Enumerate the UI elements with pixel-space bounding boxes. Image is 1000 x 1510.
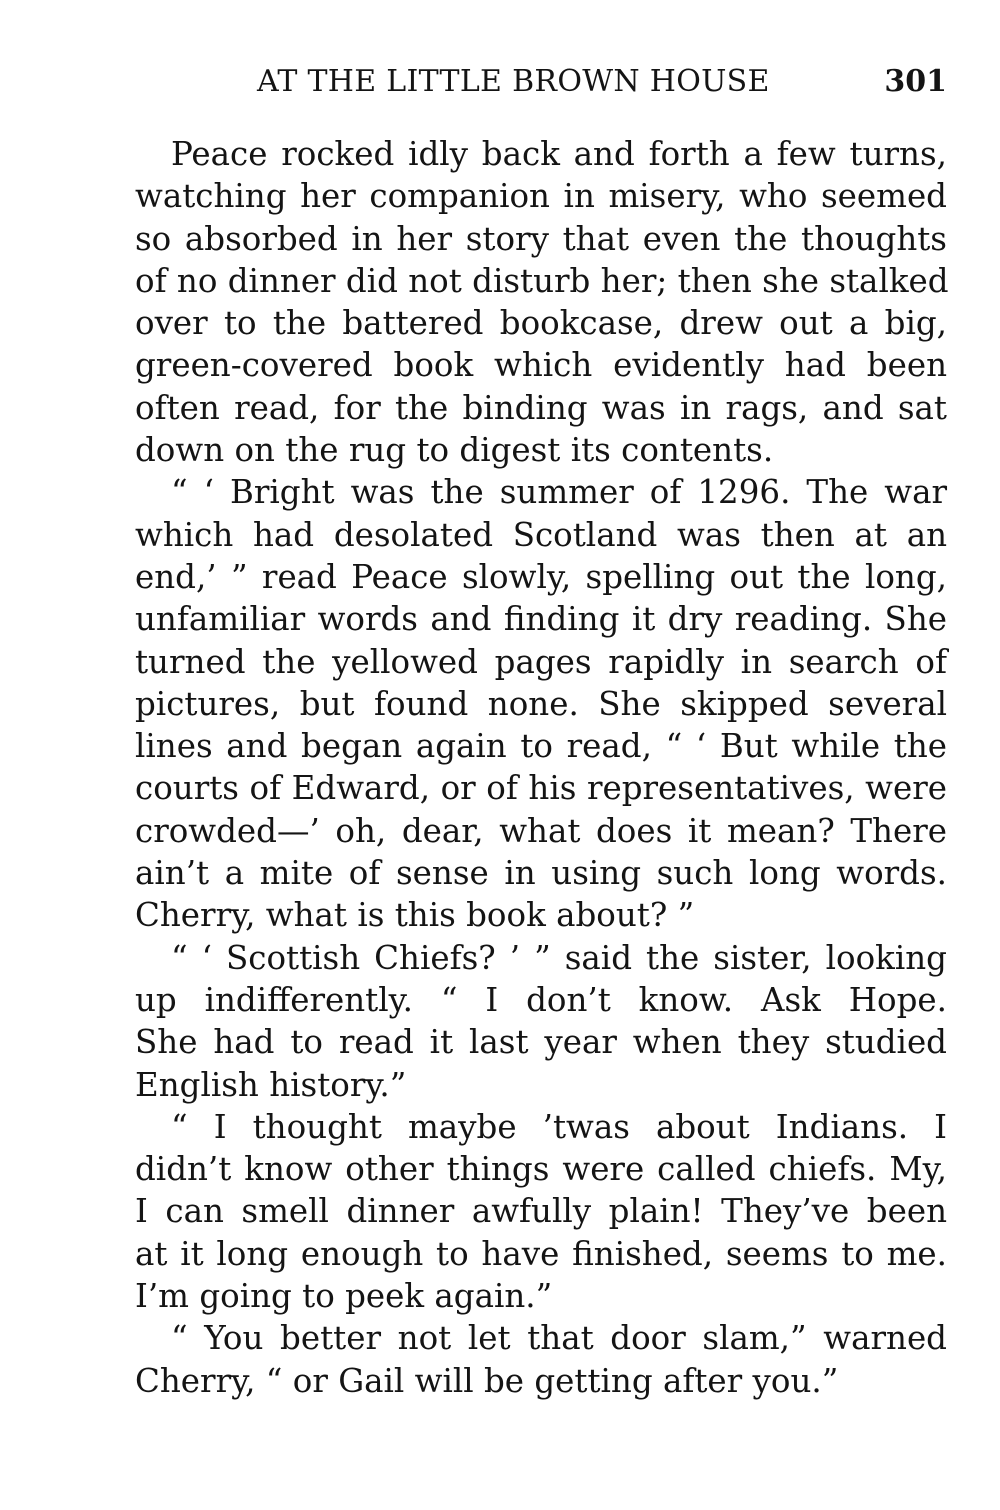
- text-line: “ ‘ Bright was the summer of 1296. The war: [171, 473, 947, 512]
- text-line: pictures, but found none. She skipped several: [135, 684, 947, 723]
- text-line: courts of Edward, or of his representatives, were: [135, 769, 947, 808]
- text-line: crowded—’ oh, dear, what does it mean? There: [135, 811, 947, 850]
- text-line: down on the rug to digest its contents.: [135, 431, 774, 470]
- text-line: up indifferently. “ I don’t know. Ask Hope.: [135, 980, 947, 1019]
- text-line: Cherry, what is this book about? ”: [135, 896, 695, 935]
- running-title: AT THE LITTLE BROWN HOUSE: [257, 64, 770, 99]
- text-line: I can smell dinner awfully plain! They’ve been: [135, 1192, 947, 1231]
- text-line: unfamiliar words and finding it dry reading. She: [135, 600, 947, 639]
- text-line: watching her companion in misery, who seemed: [135, 177, 947, 216]
- text-line: so absorbed in her story that even the thoughts: [135, 219, 947, 258]
- text-line: at it long enough to have finished, seems to me.: [135, 1234, 947, 1273]
- text-line: Cherry, “ or Gail will be getting after you.”: [135, 1361, 839, 1400]
- text-line: She had to read it last year when they studied: [135, 1023, 947, 1062]
- text-line: “ I thought maybe ’twas about Indians. I: [171, 1107, 947, 1146]
- text-line: of no dinner did not disturb her; then she stalked: [135, 261, 949, 300]
- text-line: didn’t know other things were called chiefs. My,: [135, 1150, 947, 1189]
- text-line: lines and began again to read, “ ‘ But while the: [135, 727, 947, 766]
- text-line: ain’t a mite of sense in using such long words.: [135, 854, 947, 893]
- text-line: “ You better not let that door slam,” warned: [171, 1319, 947, 1358]
- text-line: over to the battered bookcase, drew out a big,: [135, 304, 947, 343]
- text-line: which had desolated Scotland was then at an: [135, 515, 947, 554]
- text-line: turned the yellowed pages rapidly in search of: [135, 642, 947, 681]
- text-line: end,’ ” read Peace slowly, spelling out the long,: [135, 557, 947, 596]
- body-text: [135, 133, 947, 1402]
- text-line: “ ‘ Scottish Chiefs? ’ ” said the sister, looking: [171, 938, 947, 977]
- text-line: English history.”: [135, 1065, 407, 1104]
- page-number: 301: [884, 64, 947, 99]
- text-line: often read, for the binding was in rags, and sat: [135, 388, 947, 427]
- text-line: green-covered book which evidently had been: [135, 346, 947, 385]
- running-head: [135, 62, 947, 102]
- text-line: Peace rocked idly back and forth a few turns,: [171, 135, 947, 173]
- text-line: I’m going to peek again.”: [135, 1277, 553, 1316]
